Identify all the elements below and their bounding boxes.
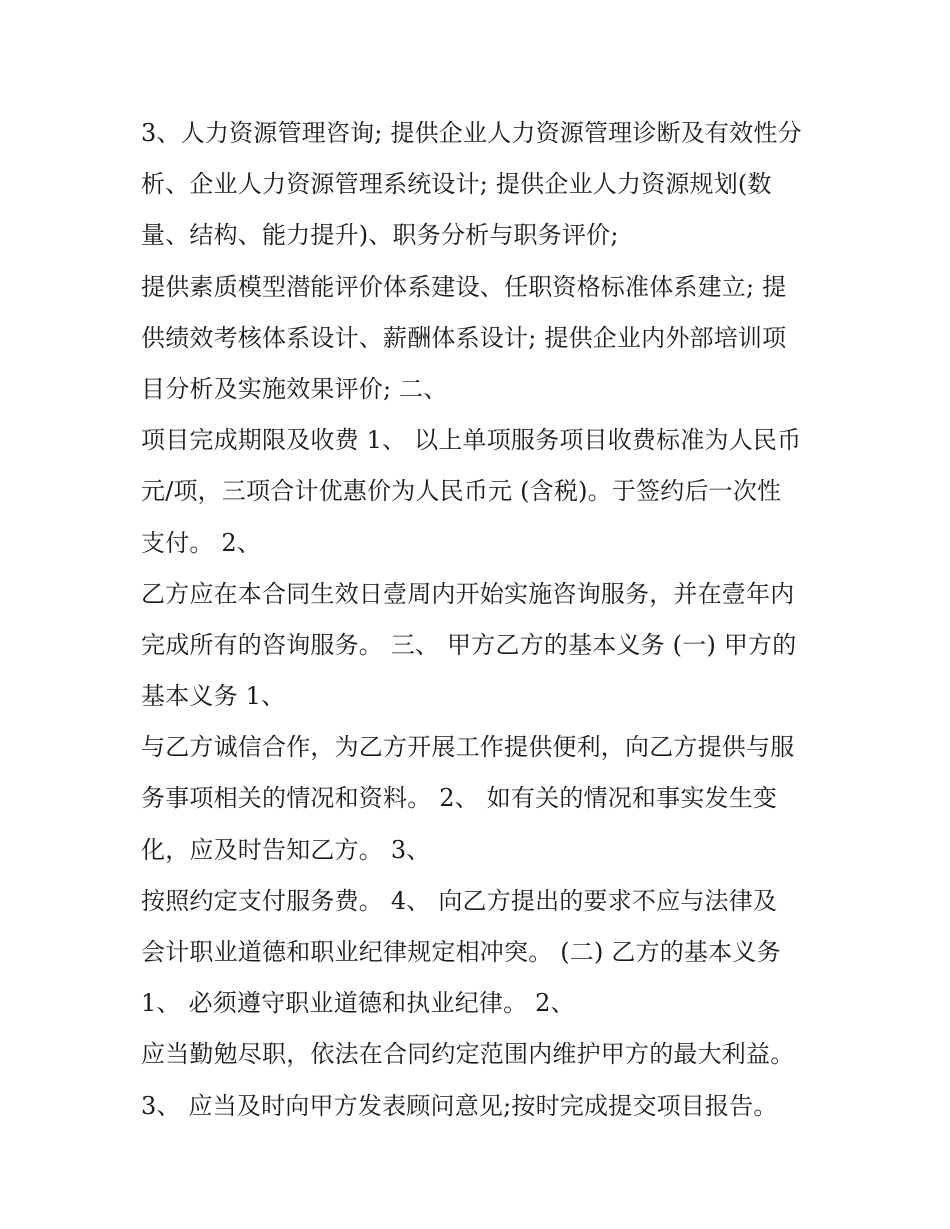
text-line: 化，应及时告知乙方。 3、 — [141, 835, 431, 864]
text-line: 量、结构、能力提升)、职务分析与职务评价; — [141, 221, 619, 250]
text-line: 元/项，三项合计优惠价为人民币元 (含税)。于签约后一次性 — [141, 477, 782, 506]
text-line: 与乙方诚信合作，为乙方开展工作提供便利，向乙方提供与服 — [141, 733, 795, 762]
text-line: 目分析及实施效果评价; 二、 — [141, 374, 448, 403]
text-line: 应当勤勉尽职，依法在合同约定范围内维护甲方的最大利益。 — [141, 1040, 795, 1069]
text-line: 供绩效考核体系设计、薪酬体系设计; 提供企业内外部培训项 — [141, 323, 787, 352]
contract-text-body — [141, 108, 821, 1132]
text-line: 1、 必须遵守职业道德和执业纪律。 2、 — [141, 989, 575, 1018]
text-line: 3、人力资源管理咨询; 提供企业人力资源管理诊断及有效性分 — [141, 119, 802, 147]
text-line: 基本义务 1、 — [141, 682, 286, 711]
text-line: 乙方应在本合同生效日壹周内开始实施咨询服务，并在壹年内 — [141, 579, 795, 608]
text-line: 析、企业人力资源管理系统设计; 提供企业人力资源规划(数 — [141, 170, 772, 199]
text-line: 会计职业道德和职业纪律规定相冲突。 (二) 乙方的基本义务 — [141, 938, 781, 966]
text-line: 支付。 2、 — [141, 528, 262, 557]
text-line: 提供素质模型潜能评价体系建设、任职资格标准体系建立; 提 — [141, 272, 787, 301]
text-line: 务事项相关的情况和资料。 2、 如有关的情况和事实发生变 — [141, 784, 778, 813]
text-line: 项目完成期限及收费 1、 以上单项服务项目收费标准为人民币 — [141, 426, 802, 455]
text-line: 完成所有的咨询服务。 三、 甲方乙方的基本义务 (一) 甲方的 — [141, 630, 797, 659]
text-line: 按照约定支付服务费。 4、 向乙方提出的要求不应与法律及 — [141, 886, 778, 915]
text-line: 3、 应当及时向甲方发表顾问意见;按时完成提交项目报告。 — [141, 1091, 778, 1120]
